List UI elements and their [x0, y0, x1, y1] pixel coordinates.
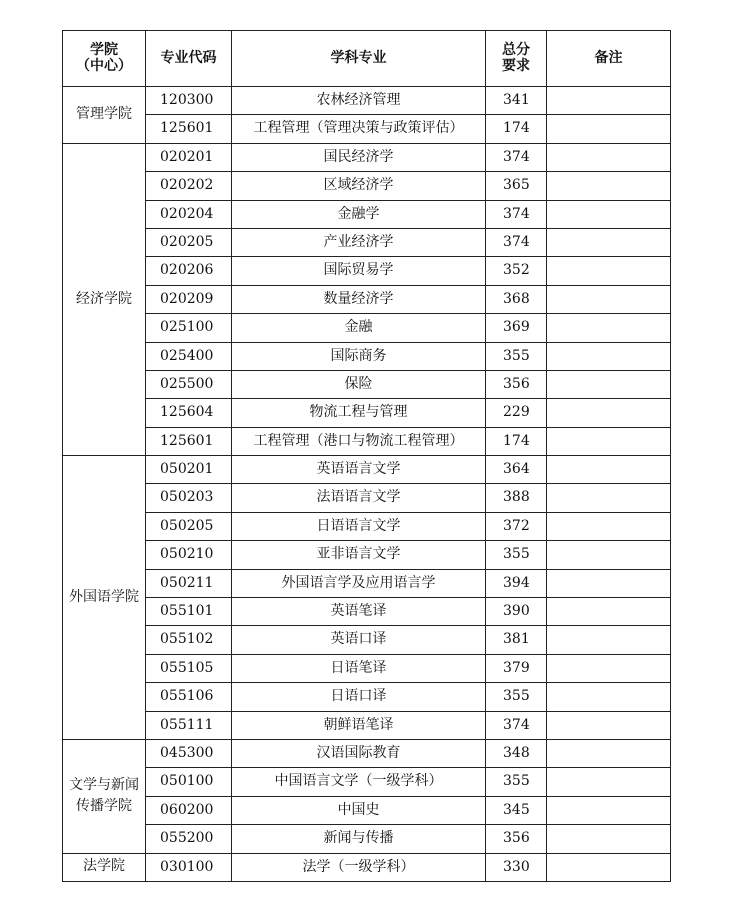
major-code-cell: 050211 [146, 569, 232, 597]
score-cell: 352 [486, 257, 547, 285]
table-row [63, 399, 671, 427]
note-cell [547, 541, 671, 569]
major-name-cell: 亚非语言文学 [232, 541, 486, 569]
score-cell: 355 [486, 683, 547, 711]
major-code-cell: 125604 [146, 399, 232, 427]
major-name-cell: 工程管理（港口与物流工程管理） [232, 427, 486, 455]
note-cell [547, 654, 671, 682]
score-cell: 174 [486, 115, 547, 143]
table-row [63, 853, 671, 881]
major-code-cell: 125601 [146, 115, 232, 143]
major-code-cell: 055200 [146, 825, 232, 853]
header-note: 备注 [547, 31, 671, 87]
major-code-cell: 055111 [146, 711, 232, 739]
major-code-cell: 055105 [146, 654, 232, 682]
college-cell [63, 739, 146, 853]
major-name-cell: 数量经济学 [232, 285, 486, 313]
table-row [63, 512, 671, 540]
header-college-line2: （中心） [76, 57, 132, 74]
major-code-cell: 050205 [146, 512, 232, 540]
major-name-cell: 中国史 [232, 796, 486, 824]
table-row [63, 739, 671, 767]
table-row [63, 683, 671, 711]
major-name-cell: 区域经济学 [232, 172, 486, 200]
major-name-cell: 国际商务 [232, 342, 486, 370]
major-code-cell: 125601 [146, 427, 232, 455]
major-name-cell: 英语口译 [232, 626, 486, 654]
note-cell [547, 172, 671, 200]
header-code: 专业代码 [146, 31, 232, 87]
major-code-cell: 060200 [146, 796, 232, 824]
major-code-cell: 020206 [146, 257, 232, 285]
note-cell [547, 683, 671, 711]
table-row [63, 484, 671, 512]
major-name-cell: 日语语言文学 [232, 512, 486, 540]
score-cell: 374 [486, 200, 547, 228]
header-score-line1: 总分 [502, 42, 530, 59]
table-row [63, 654, 671, 682]
note-cell [547, 711, 671, 739]
major-code-cell: 020202 [146, 172, 232, 200]
score-cell: 368 [486, 285, 547, 313]
major-code-cell: 020205 [146, 228, 232, 256]
table-row [63, 370, 671, 398]
header-score-line2: 要求 [502, 57, 530, 74]
major-code-cell: 025400 [146, 342, 232, 370]
major-name-cell: 日语笔译 [232, 654, 486, 682]
major-name-cell: 国际贸易学 [232, 257, 486, 285]
score-cell: 355 [486, 342, 547, 370]
note-cell [547, 285, 671, 313]
major-code-cell: 050210 [146, 541, 232, 569]
major-name-cell: 朝鲜语笔译 [232, 711, 486, 739]
table-row [63, 598, 671, 626]
note-cell [547, 853, 671, 881]
major-code-cell: 020209 [146, 285, 232, 313]
college-cell: 外国语学院 [63, 456, 146, 740]
note-cell [547, 143, 671, 171]
college-cell: 管理学院 [63, 87, 146, 144]
table-row [63, 711, 671, 739]
note-cell [547, 257, 671, 285]
table-row [63, 626, 671, 654]
table-row [63, 115, 671, 143]
score-cell: 174 [486, 427, 547, 455]
major-code-cell: 025500 [146, 370, 232, 398]
table-row [63, 569, 671, 597]
table-row [63, 342, 671, 370]
score-cell: 341 [486, 87, 547, 115]
score-cell: 348 [486, 739, 547, 767]
major-name-cell: 国民经济学 [232, 143, 486, 171]
major-name-cell: 外国语言学及应用语言学 [232, 569, 486, 597]
score-cell: 374 [486, 711, 547, 739]
major-code-cell: 055106 [146, 683, 232, 711]
table-row [63, 200, 671, 228]
major-code-cell: 050203 [146, 484, 232, 512]
major-name-cell: 法学（一级学科） [232, 853, 486, 881]
major-name-cell: 中国语言文学（一级学科） [232, 768, 486, 796]
major-code-cell: 120300 [146, 87, 232, 115]
major-name-cell: 新闻与传播 [232, 825, 486, 853]
note-cell [547, 314, 671, 342]
score-cell: 355 [486, 541, 547, 569]
major-name-cell: 英语语言文学 [232, 456, 486, 484]
major-name-cell: 保险 [232, 370, 486, 398]
table-row [63, 314, 671, 342]
note-cell [547, 484, 671, 512]
note-cell [547, 569, 671, 597]
major-code-cell: 055102 [146, 626, 232, 654]
table-body [63, 87, 671, 882]
major-name-cell: 金融 [232, 314, 486, 342]
major-name-cell: 日语口译 [232, 683, 486, 711]
major-code-cell: 050100 [146, 768, 232, 796]
table-row [63, 143, 671, 171]
score-cell: 388 [486, 484, 547, 512]
header-college-line1: 学院 [90, 42, 118, 59]
table-row [63, 172, 671, 200]
major-code-cell: 020201 [146, 143, 232, 171]
score-cell: 369 [486, 314, 547, 342]
score-cell: 229 [486, 399, 547, 427]
note-cell [547, 512, 671, 540]
score-cell: 394 [486, 569, 547, 597]
major-name-cell: 汉语国际教育 [232, 739, 486, 767]
note-cell [547, 87, 671, 115]
note-cell [547, 768, 671, 796]
note-cell [547, 228, 671, 256]
note-cell [547, 598, 671, 626]
major-code-cell: 030100 [146, 853, 232, 881]
score-cell: 374 [486, 143, 547, 171]
note-cell [547, 825, 671, 853]
table-row [63, 427, 671, 455]
college-name-line2: 传播学院 [76, 798, 132, 815]
note-cell [547, 370, 671, 398]
header-score [486, 31, 547, 87]
major-name-cell: 法语语言文学 [232, 484, 486, 512]
table-row [63, 768, 671, 796]
score-table [62, 30, 671, 882]
score-cell: 390 [486, 598, 547, 626]
score-cell: 381 [486, 626, 547, 654]
table-row [63, 87, 671, 115]
major-name-cell: 产业经济学 [232, 228, 486, 256]
college-name-line1: 文学与新闻 [69, 776, 139, 793]
note-cell [547, 342, 671, 370]
major-name-cell: 金融学 [232, 200, 486, 228]
major-name-cell: 英语笔译 [232, 598, 486, 626]
major-code-cell: 020204 [146, 200, 232, 228]
note-cell [547, 399, 671, 427]
score-cell: 374 [486, 228, 547, 256]
score-cell: 364 [486, 456, 547, 484]
header-college [63, 31, 146, 87]
major-code-cell: 045300 [146, 739, 232, 767]
note-cell [547, 739, 671, 767]
note-cell [547, 456, 671, 484]
major-code-cell: 050201 [146, 456, 232, 484]
major-name-cell: 工程管理（管理决策与政策评估） [232, 115, 486, 143]
note-cell [547, 200, 671, 228]
major-name-cell: 农林经济管理 [232, 87, 486, 115]
table-row [63, 228, 671, 256]
table-row [63, 285, 671, 313]
score-cell: 365 [486, 172, 547, 200]
note-cell [547, 796, 671, 824]
note-cell [547, 427, 671, 455]
table-row [63, 456, 671, 484]
table-row [63, 541, 671, 569]
major-name-cell: 物流工程与管理 [232, 399, 486, 427]
score-cell: 379 [486, 654, 547, 682]
note-cell [547, 626, 671, 654]
college-cell: 法学院 [63, 853, 146, 881]
major-code-cell: 025100 [146, 314, 232, 342]
score-cell: 345 [486, 796, 547, 824]
header-row [63, 31, 671, 87]
score-cell: 356 [486, 370, 547, 398]
score-cell: 330 [486, 853, 547, 881]
score-cell: 372 [486, 512, 547, 540]
note-cell [547, 115, 671, 143]
table-row [63, 257, 671, 285]
college-cell: 经济学院 [63, 143, 146, 455]
header-major: 学科专业 [232, 31, 486, 87]
score-cell: 355 [486, 768, 547, 796]
major-code-cell: 055101 [146, 598, 232, 626]
table-row [63, 796, 671, 824]
score-cell: 356 [486, 825, 547, 853]
table-row [63, 825, 671, 853]
